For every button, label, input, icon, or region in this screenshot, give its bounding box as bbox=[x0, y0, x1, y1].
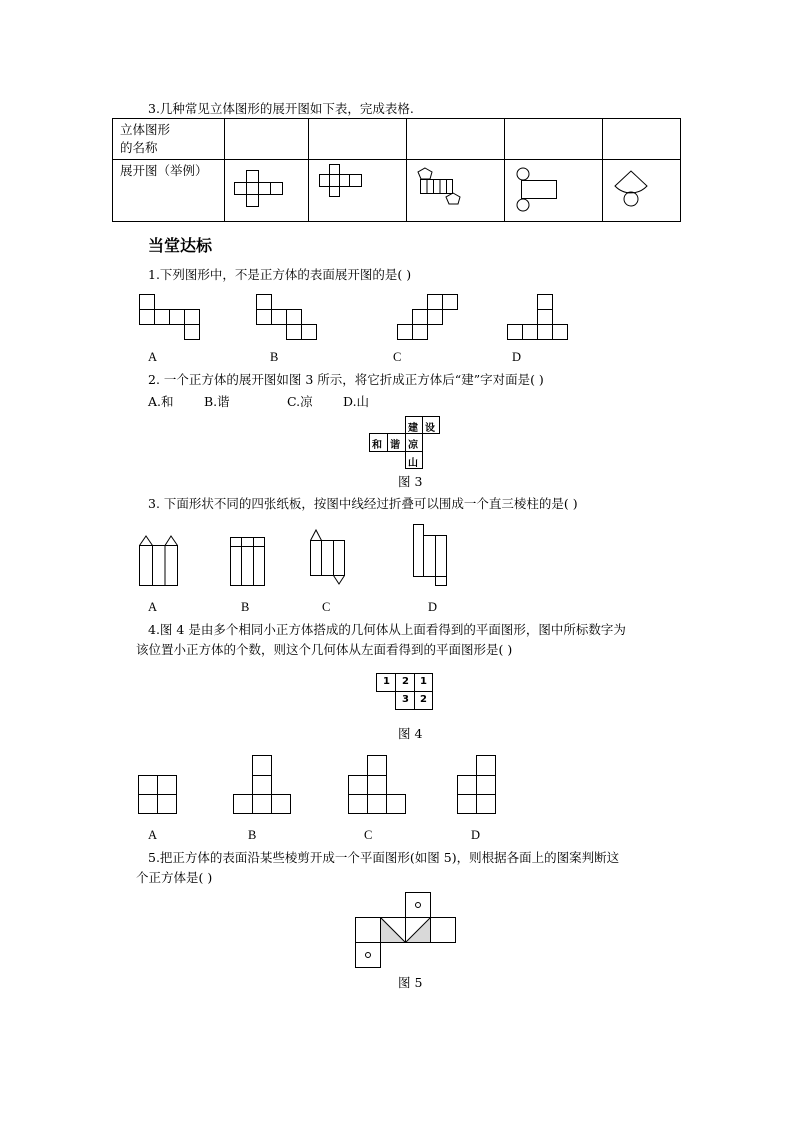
grid-number: 2 bbox=[420, 694, 427, 705]
p3-label-d: D bbox=[428, 600, 438, 614]
p3-label-a: A bbox=[148, 600, 158, 614]
p3-option-d-figure bbox=[412, 522, 457, 587]
net-char-she: 设 bbox=[425, 423, 435, 434]
p3-question: 3. 下面形状不同的四张纸板，按图中线经过折叠可以围成一个直三棱柱的是( ) bbox=[148, 496, 578, 511]
p3-label-c: C bbox=[322, 600, 331, 614]
p1-label-a: A bbox=[148, 350, 158, 364]
p1-label-b: B bbox=[270, 350, 279, 364]
p1-option-d-figure bbox=[506, 293, 576, 343]
cube-net-figure bbox=[232, 170, 292, 215]
p4-option-c-figure bbox=[347, 754, 412, 819]
p4-option-d-figure bbox=[456, 754, 506, 819]
row2-label: 展开图（举例） bbox=[120, 163, 208, 178]
p5-question-line2: 个正方体是( ) bbox=[136, 870, 213, 885]
figure-5-net bbox=[354, 891, 458, 971]
net-char-he: 和 bbox=[372, 440, 382, 451]
p2-option-b: B.谐 bbox=[204, 394, 230, 409]
p3-option-c-figure bbox=[308, 527, 353, 587]
net-char-shan: 山 bbox=[408, 458, 418, 469]
grid-number: 1 bbox=[420, 676, 427, 687]
p5-question-line1: 5.把正方体的表面沿某些棱剪开成一个平面图形(如图 5)，则根据各面上的图案判断这 bbox=[148, 850, 620, 865]
grid-number: 2 bbox=[402, 676, 409, 687]
figure-4-caption: 图 4 bbox=[398, 726, 423, 741]
circle-mark bbox=[416, 903, 421, 908]
circle-mark bbox=[366, 953, 371, 958]
p1-option-a-figure bbox=[138, 293, 208, 343]
figure-3-net bbox=[369, 416, 441, 470]
net-char-jian: 建 bbox=[408, 423, 418, 434]
p1-question: 1.下列图形中，不是正方体的表面展开图的是( ) bbox=[148, 267, 412, 282]
figure-5-caption: 图 5 bbox=[398, 975, 423, 990]
p2-option-a: A.和 bbox=[148, 394, 174, 409]
p3-option-a-figure bbox=[138, 533, 183, 588]
p1-option-b-figure bbox=[255, 293, 325, 343]
figure-3-caption: 图 3 bbox=[398, 474, 423, 489]
net-char-liang: 凉 bbox=[408, 440, 418, 451]
p4-option-b-figure bbox=[232, 754, 297, 819]
p4-label-b: B bbox=[248, 828, 257, 842]
grid-number: 1 bbox=[383, 676, 390, 687]
p4-label-c: C bbox=[364, 828, 373, 842]
p3-label-b: B bbox=[241, 600, 250, 614]
p3-option-b-figure bbox=[229, 533, 274, 588]
figure-4-grid bbox=[376, 673, 434, 711]
cuboid-net-figure bbox=[317, 164, 377, 209]
nets-table bbox=[112, 118, 681, 222]
cylinder-net-figure bbox=[512, 166, 572, 216]
p4-option-a-figure bbox=[137, 774, 182, 819]
section-title: 当堂达标 bbox=[148, 236, 213, 255]
p2-option-c: C.凉 bbox=[287, 394, 313, 409]
p2-question: 2. 一个正方体的展开图如图 3 所示，将它折成正方体后“建”字对面是( ) bbox=[148, 372, 544, 387]
p4-label-a: A bbox=[148, 828, 158, 842]
p4-label-d: D bbox=[471, 828, 481, 842]
p4-question-line1: 4.图 4 是由多个相同小正方体搭成的几何体从上面看得到的平面图形，图中所标数字为 bbox=[148, 622, 626, 637]
cone-net-figure bbox=[609, 166, 669, 216]
p1-label-c: C bbox=[393, 350, 402, 364]
grid-number: 3 bbox=[402, 694, 409, 705]
row1-label-line2: 的名称 bbox=[120, 140, 158, 155]
p2-option-d: D.山 bbox=[343, 394, 370, 409]
p1-option-c-figure bbox=[396, 293, 466, 343]
row1-label-line1: 立体图形 bbox=[120, 122, 171, 137]
q3-intro: 3.几种常见立体图形的展开图如下表，完成表格. bbox=[148, 101, 414, 116]
p1-label-d: D bbox=[512, 350, 522, 364]
p4-question-line2: 该位置小正方体的个数，则这个几何体从左面看得到的平面图形是( ) bbox=[136, 642, 513, 657]
pentagonal-prism-net-figure bbox=[415, 166, 475, 216]
net-char-xie: 谐 bbox=[390, 440, 400, 451]
